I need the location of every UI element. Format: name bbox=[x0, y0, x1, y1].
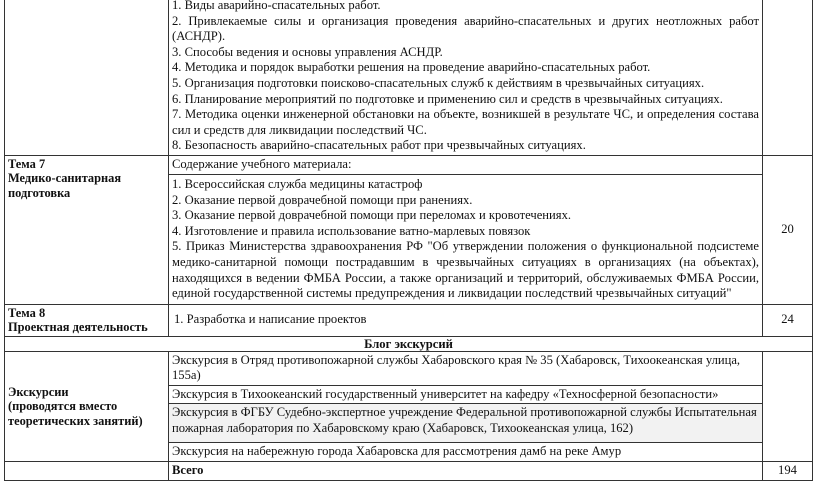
list-item: 4. Методика и порядок выработки решения на проведение аварийно-спасательных работ. bbox=[172, 60, 651, 75]
list-item: 3. Способы ведения и основы управления АСНДР. bbox=[172, 44, 443, 59]
theme7-content-header: Содержание учебного материала: bbox=[169, 155, 763, 174]
theme8-title: Тема 8 Проектная деятельность bbox=[5, 304, 169, 336]
hours-cell bbox=[763, 0, 813, 155]
theme7-content-list bbox=[169, 174, 763, 304]
list-item: 3. Оказание первой доврачебной помощи при переломах и кровотечениях. bbox=[172, 208, 572, 223]
excursion-block-title: Блог экскурсий bbox=[5, 336, 813, 351]
theme8-content: 1. Разработка и написание проектов bbox=[169, 304, 763, 336]
table-row bbox=[5, 351, 813, 385]
theme7-hours: 20 bbox=[763, 155, 813, 304]
table-row bbox=[5, 336, 813, 351]
topic-content-list bbox=[169, 0, 763, 155]
total-hours: 194 bbox=[763, 462, 813, 481]
table-row bbox=[5, 304, 813, 336]
table-row bbox=[5, 155, 813, 174]
table-row bbox=[5, 462, 813, 481]
theme8-hours: 24 bbox=[763, 304, 813, 336]
list-item: 4. Изготовление и правила использование ватно-марлевых повязок bbox=[172, 223, 531, 238]
total-label: Всего bbox=[169, 462, 763, 481]
curriculum-table bbox=[4, 0, 813, 481]
total-empty-cell bbox=[5, 462, 169, 481]
list-item: 1. Всероссийская служба медицины катастроф bbox=[172, 176, 423, 191]
list-item: 5. Приказ Министерства здравоохранения РФ "Об утверждении положения о функциональной подсистеме медико-санитарной помощи пострадавшим в чрезвычайных ситуациях в организациях (на объектах), находящихся в ведении ФМБА России, а также организаций и территорий, обслуживаемых ФМБА России, единой государственной системы предупреждения и ликвидации последствий чрезвычайных ситуаций" bbox=[172, 239, 759, 301]
excursions-hours bbox=[763, 351, 813, 461]
topic-cell bbox=[5, 0, 169, 155]
list-item: 2. Оказание первой доврачебной помощи при ранениях. bbox=[172, 192, 473, 207]
list-item: 5. Организация подготовки поисково-спасательных служб к действиям в чрезвычайных ситуациях. bbox=[172, 75, 705, 90]
theme7-title: Тема 7 Медико-санитарная подготовка bbox=[5, 155, 169, 304]
excursion-item: Экскурсия в Тихоокеанский государственный университет на кафедру «Техносферной безопасности» bbox=[169, 385, 763, 404]
excursion-item: Экскурсия в Отряд противопожарной службы Хабаровского края № 35 (Хабаровск, Тихоокеанская улица, 155а) bbox=[169, 351, 763, 385]
list-item: 8. Безопасность аварийно-спасательных работ при чрезвычайных ситуациях. bbox=[172, 138, 586, 153]
excursion-item: Экскурсия в ФГБУ Судебно-экспертное учреждение Федеральной противопожарной службы Испытательная пожарная лаборатория по Хабаровскому краю (Хабаровск, Тихоокеанская улица, 162) bbox=[169, 404, 763, 443]
list-item: 2. Привлекаемые силы и организация проведения аварийно-спасательных и других неотложных работ (АСНДР). bbox=[172, 13, 759, 44]
excursion-item: Экскурсия на набережную города Хабаровска для рассмотрения дамб на реке Амур bbox=[169, 443, 763, 462]
table-row bbox=[5, 0, 813, 155]
excursions-label: Экскурсии (проводятся вместо теоретических занятий) bbox=[5, 351, 169, 461]
list-item: 7. Методика оценки инженерной обстановки на объекте, возникшей в результате ЧС, и определения состава сил и средств для ликвидации последствий ЧС. bbox=[172, 107, 759, 137]
list-item: 1. Виды аварийно-спасательных работ. bbox=[172, 0, 381, 12]
list-item: 6. Планирование мероприятий по подготовке и применению сил и средств в чрезвычайных ситуациях. bbox=[172, 91, 723, 106]
